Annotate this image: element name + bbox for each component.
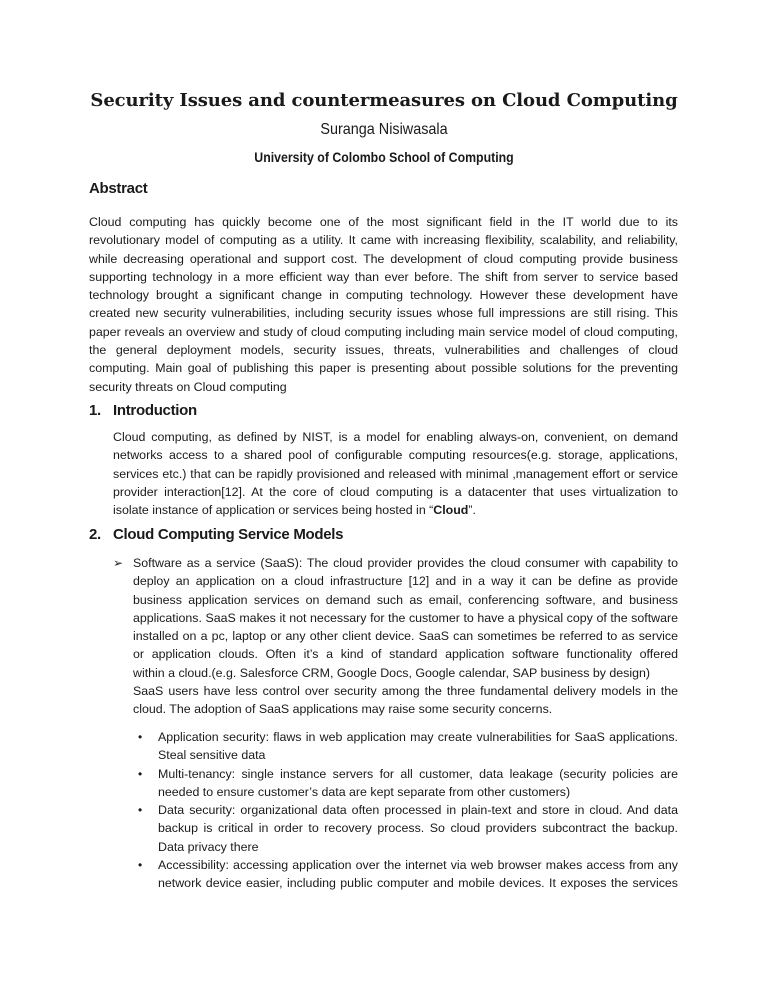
text-line: deploy an application on a cloud infrastructure [12] and in a way it can be define as provide <box>133 574 678 589</box>
text-line: the general deployment models, security issues, threats, vulnerabilities and challenges of cloud <box>89 343 678 358</box>
text-line: network device easier, including public computer and mobile devices. It exposes the services <box>158 876 678 891</box>
text-line: Multi-tenancy: single instance servers for all customer, data leakage (security policies are <box>158 766 678 781</box>
text-line: or application clouds. Often it’s a kind of standard application software functionality offered <box>133 647 678 662</box>
section-number: 2. <box>89 526 101 543</box>
bullet-item <box>138 765 678 802</box>
bullet-icon: • <box>138 858 143 873</box>
text-line: Application security: flaws in web application may create vulnerabilities for SaaS applications. <box>158 730 678 744</box>
text-line: networks access to a shared pool of configurable computing resources(e.g. storage, applications, <box>113 448 678 463</box>
bullet-item <box>138 856 678 893</box>
text-line: applications. SaaS makes it not necessary for the customer to have a physical copy of the software <box>133 610 678 625</box>
text-line: Data privacy there <box>158 839 259 854</box>
saas-item <box>113 554 678 719</box>
text-line: cloud. The adoption of SaaS applications may raise some security concerns. <box>133 702 553 717</box>
text-line: Cloud computing, as defined by NIST, is a model for enabling always-on, convenient, on demand <box>113 430 678 444</box>
author-name: Suranga Nisiwasala <box>320 121 448 138</box>
paper-title: Security Issues and countermeasures on Cloud Computing <box>90 90 678 111</box>
abstract-body <box>89 213 678 396</box>
bullet-icon: • <box>138 730 143 744</box>
section-number: 1. <box>89 402 101 419</box>
text-line: security threats on Cloud computing <box>89 379 287 394</box>
text-span: isolate instance of application or services being hosted in “ <box>113 503 434 518</box>
text-line: provider interaction[12]. At the core of cloud computing is a datacenter that uses virtualization to <box>113 484 678 499</box>
text-line: backup is critical in order to recovery process. So cloud providers subcontract the backup. <box>158 821 678 836</box>
bullet-item <box>138 801 678 856</box>
bullet-icon: • <box>138 803 143 818</box>
section-title: Cloud Computing Service Models <box>113 526 344 543</box>
text-line: Accessibility: accessing application over the internet via web browser makes access from any <box>158 858 678 873</box>
text-line: created new security vulnerabilities, including security issues whose full impressions are still rising. This <box>89 306 678 321</box>
text-line: within a cloud.(e.g. Salesforce CRM, Google Docs, Google calendar, SAP business by design) <box>133 665 651 680</box>
introduction-body <box>113 428 678 519</box>
section-2-heading <box>89 526 344 543</box>
affiliation: University of Colombo School of Computing <box>254 149 514 165</box>
text-line: Cloud computing has quickly become one of the most significant field in the IT world due to its <box>89 215 678 229</box>
bullet-icon: • <box>138 766 143 781</box>
text-span: ”. <box>468 503 476 518</box>
text-line: Software as a service (SaaS): The cloud provider provides the cloud consumer with capability to <box>133 556 678 570</box>
text-line: services etc.) that can be rapidly provisioned and released with minimal ,management effort or service <box>113 466 678 481</box>
text-line: Steal sensitive data <box>158 748 266 763</box>
text-line: paper reveals an overview and study of cloud computing including main service model of cloud computing, <box>89 324 678 339</box>
saas-concerns-list <box>138 728 678 893</box>
text-line: technology brought a significant change in computing technology. However these development have <box>89 288 678 303</box>
text-line: supporting technology in a more efficient way than ever before. The shift from server to service based <box>89 269 678 284</box>
text-line <box>113 501 678 519</box>
section-1-heading <box>89 402 197 419</box>
text-line: Data security: organizational data often processed in plain-text and store in cloud. And data <box>158 803 678 818</box>
text-line: computing. Main goal of publishing this paper is presenting about possible solutions for the preventing <box>89 361 678 376</box>
text-line: installed on a pc, laptop or any other client device. SaaS can sometimes be referred to as service <box>133 629 678 644</box>
arrow-bullet-icon: ➢ <box>113 556 124 570</box>
bullet-item <box>138 728 678 765</box>
text-line: needed to ensure customer’s data are kept separate from other customers) <box>158 784 571 799</box>
emphasis-text: Cloud <box>433 503 469 518</box>
text-line: revolutionary model of computing as a utility. It came with increasing flexibility, scalability, and reliability, <box>89 233 678 248</box>
text-line: SaaS users have less control over security among the three fundamental delivery models in the <box>133 684 678 699</box>
text-line: business application services on demand such as email, conferencing software, and business <box>133 592 678 607</box>
abstract-heading: Abstract <box>89 180 148 197</box>
section-title: Introduction <box>113 402 197 419</box>
text-line: while decreasing operational and support cost. The development of cloud computing provide business <box>89 251 678 266</box>
